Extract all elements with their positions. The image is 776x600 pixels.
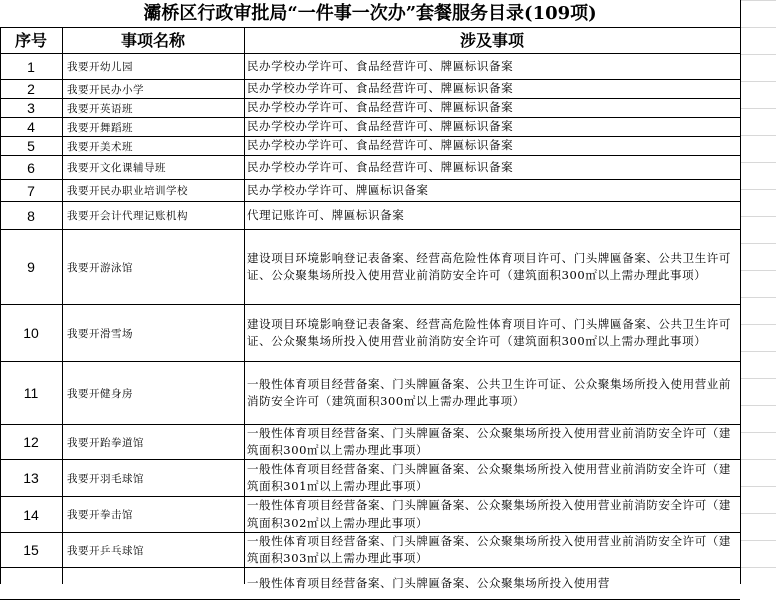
grid-line [244, 27, 245, 584]
row-item-name: 我要开民办职业培训学校 [62, 180, 244, 202]
row-related-items: 民办学校办学许可、食品经营许可、牌匾标识备案 [244, 137, 740, 156]
row-related-items: 一般性体育项目经营备案、门头牌匾备案、公共卫生许可证、公众聚集场所投入使用营业前消防安全许可（建筑面积300㎡以上需办理此事项） [244, 362, 740, 425]
grid-line [740, 0, 741, 584]
header-no: 序号 [0, 27, 62, 54]
row-number: 15 [0, 533, 62, 568]
row-item-name: 我要开乒乓球馆 [62, 533, 244, 568]
row-related-items: 代理记账许可、牌匾标识备案 [244, 202, 740, 230]
page-title: 灞桥区行政审批局“一件事一次办”套餐服务目录(109项) [143, 3, 597, 24]
row-item-name: 我要开英语班 [62, 99, 244, 118]
row-item-name: 我要开会计代理记账机构 [62, 202, 244, 230]
row-number: 7 [0, 180, 62, 202]
row-number: 12 [0, 425, 62, 460]
row-number: 13 [0, 460, 62, 497]
row-item-name: 我要开文化课辅导班 [62, 156, 244, 180]
row-related-items: 一般性体育项目经营备案、门头牌匾备案、公众聚集场所投入使用营业前消防安全许可（建筑面积301㎡以上需办理此事项） [244, 460, 740, 497]
row-related-items: 民办学校办学许可、食品经营许可、牌匾标识备案 [244, 156, 740, 180]
row-number: 5 [0, 137, 62, 156]
row-item-name: 我要开舞蹈班 [62, 118, 244, 137]
row-number: 8 [0, 202, 62, 230]
row-related-items: 民办学校办学许可、食品经营许可、牌匾标识备案 [244, 54, 740, 80]
row-number: 14 [0, 497, 62, 533]
row-related-items: 建设项目环境影响登记表备案、经营高危险性体育项目许可、门头牌匾备案、公共卫生许可证、公众聚集场所投入使用营业前消防安全许可（建筑面积300㎡以上需办理此事项） [244, 305, 740, 362]
row-item-name: 我要开滑雪场 [62, 305, 244, 362]
row-item-name: 我要开拳击馆 [62, 497, 244, 533]
grid-line [0, 27, 1, 584]
row-item-name: 我要开民办小学 [62, 80, 244, 99]
row-item-name: 我要开跆拳道馆 [62, 425, 244, 460]
row-item-name: 我要开游泳馆 [62, 230, 244, 305]
row-number: 2 [0, 80, 62, 99]
row-number: 11 [0, 362, 62, 425]
header-related: 涉及事项 [244, 27, 740, 54]
row-related-items: 民办学校办学许可、食品经营许可、牌匾标识备案 [244, 99, 740, 118]
row-number [0, 568, 62, 600]
row-number: 10 [0, 305, 62, 362]
spreadsheet-gridlines [741, 0, 776, 584]
row-related-items: 一般性体育项目经营备案、门头牌匾备案、公众聚集场所投入使用营 [244, 568, 740, 600]
row-number: 3 [0, 99, 62, 118]
row-item-name: 我要开羽毛球馆 [62, 460, 244, 497]
row-related-items: 民办学校办学许可、食品经营许可、牌匾标识备案 [244, 80, 740, 99]
row-related-items: 一般性体育项目经营备案、门头牌匾备案、公众聚集场所投入使用营业前消防安全许可（建筑面积303㎡以上需办理此事项） [244, 533, 740, 568]
row-item-name [62, 568, 244, 600]
grid-line [62, 27, 63, 584]
row-number: 1 [0, 54, 62, 80]
row-related-items: 一般性体育项目经营备案、门头牌匾备案、公众聚集场所投入使用营业前消防安全许可（建筑面积300㎡以上需办理此事项） [244, 425, 740, 460]
row-related-items: 一般性体育项目经营备案、门头牌匾备案、公众聚集场所投入使用营业前消防安全许可（建筑面积302㎡以上需办理此事项） [244, 497, 740, 533]
row-item-name: 我要开美术班 [62, 137, 244, 156]
row-number: 4 [0, 118, 62, 137]
row-item-name: 我要开幼儿园 [62, 54, 244, 80]
header-name: 事项名称 [62, 27, 244, 54]
row-number: 6 [0, 156, 62, 180]
row-item-name: 我要开健身房 [62, 362, 244, 425]
row-related-items: 建设项目环境影响登记表备案、经营高危险性体育项目许可、门头牌匾备案、公共卫生许可证、公众聚集场所投入使用营业前消防安全许可（建筑面积300㎡以上需办理此事项） [244, 230, 740, 305]
row-related-items: 民办学校办学许可、牌匾标识备案 [244, 180, 740, 202]
row-related-items: 民办学校办学许可、食品经营许可、牌匾标识备案 [244, 118, 740, 137]
row-number: 9 [0, 230, 62, 305]
